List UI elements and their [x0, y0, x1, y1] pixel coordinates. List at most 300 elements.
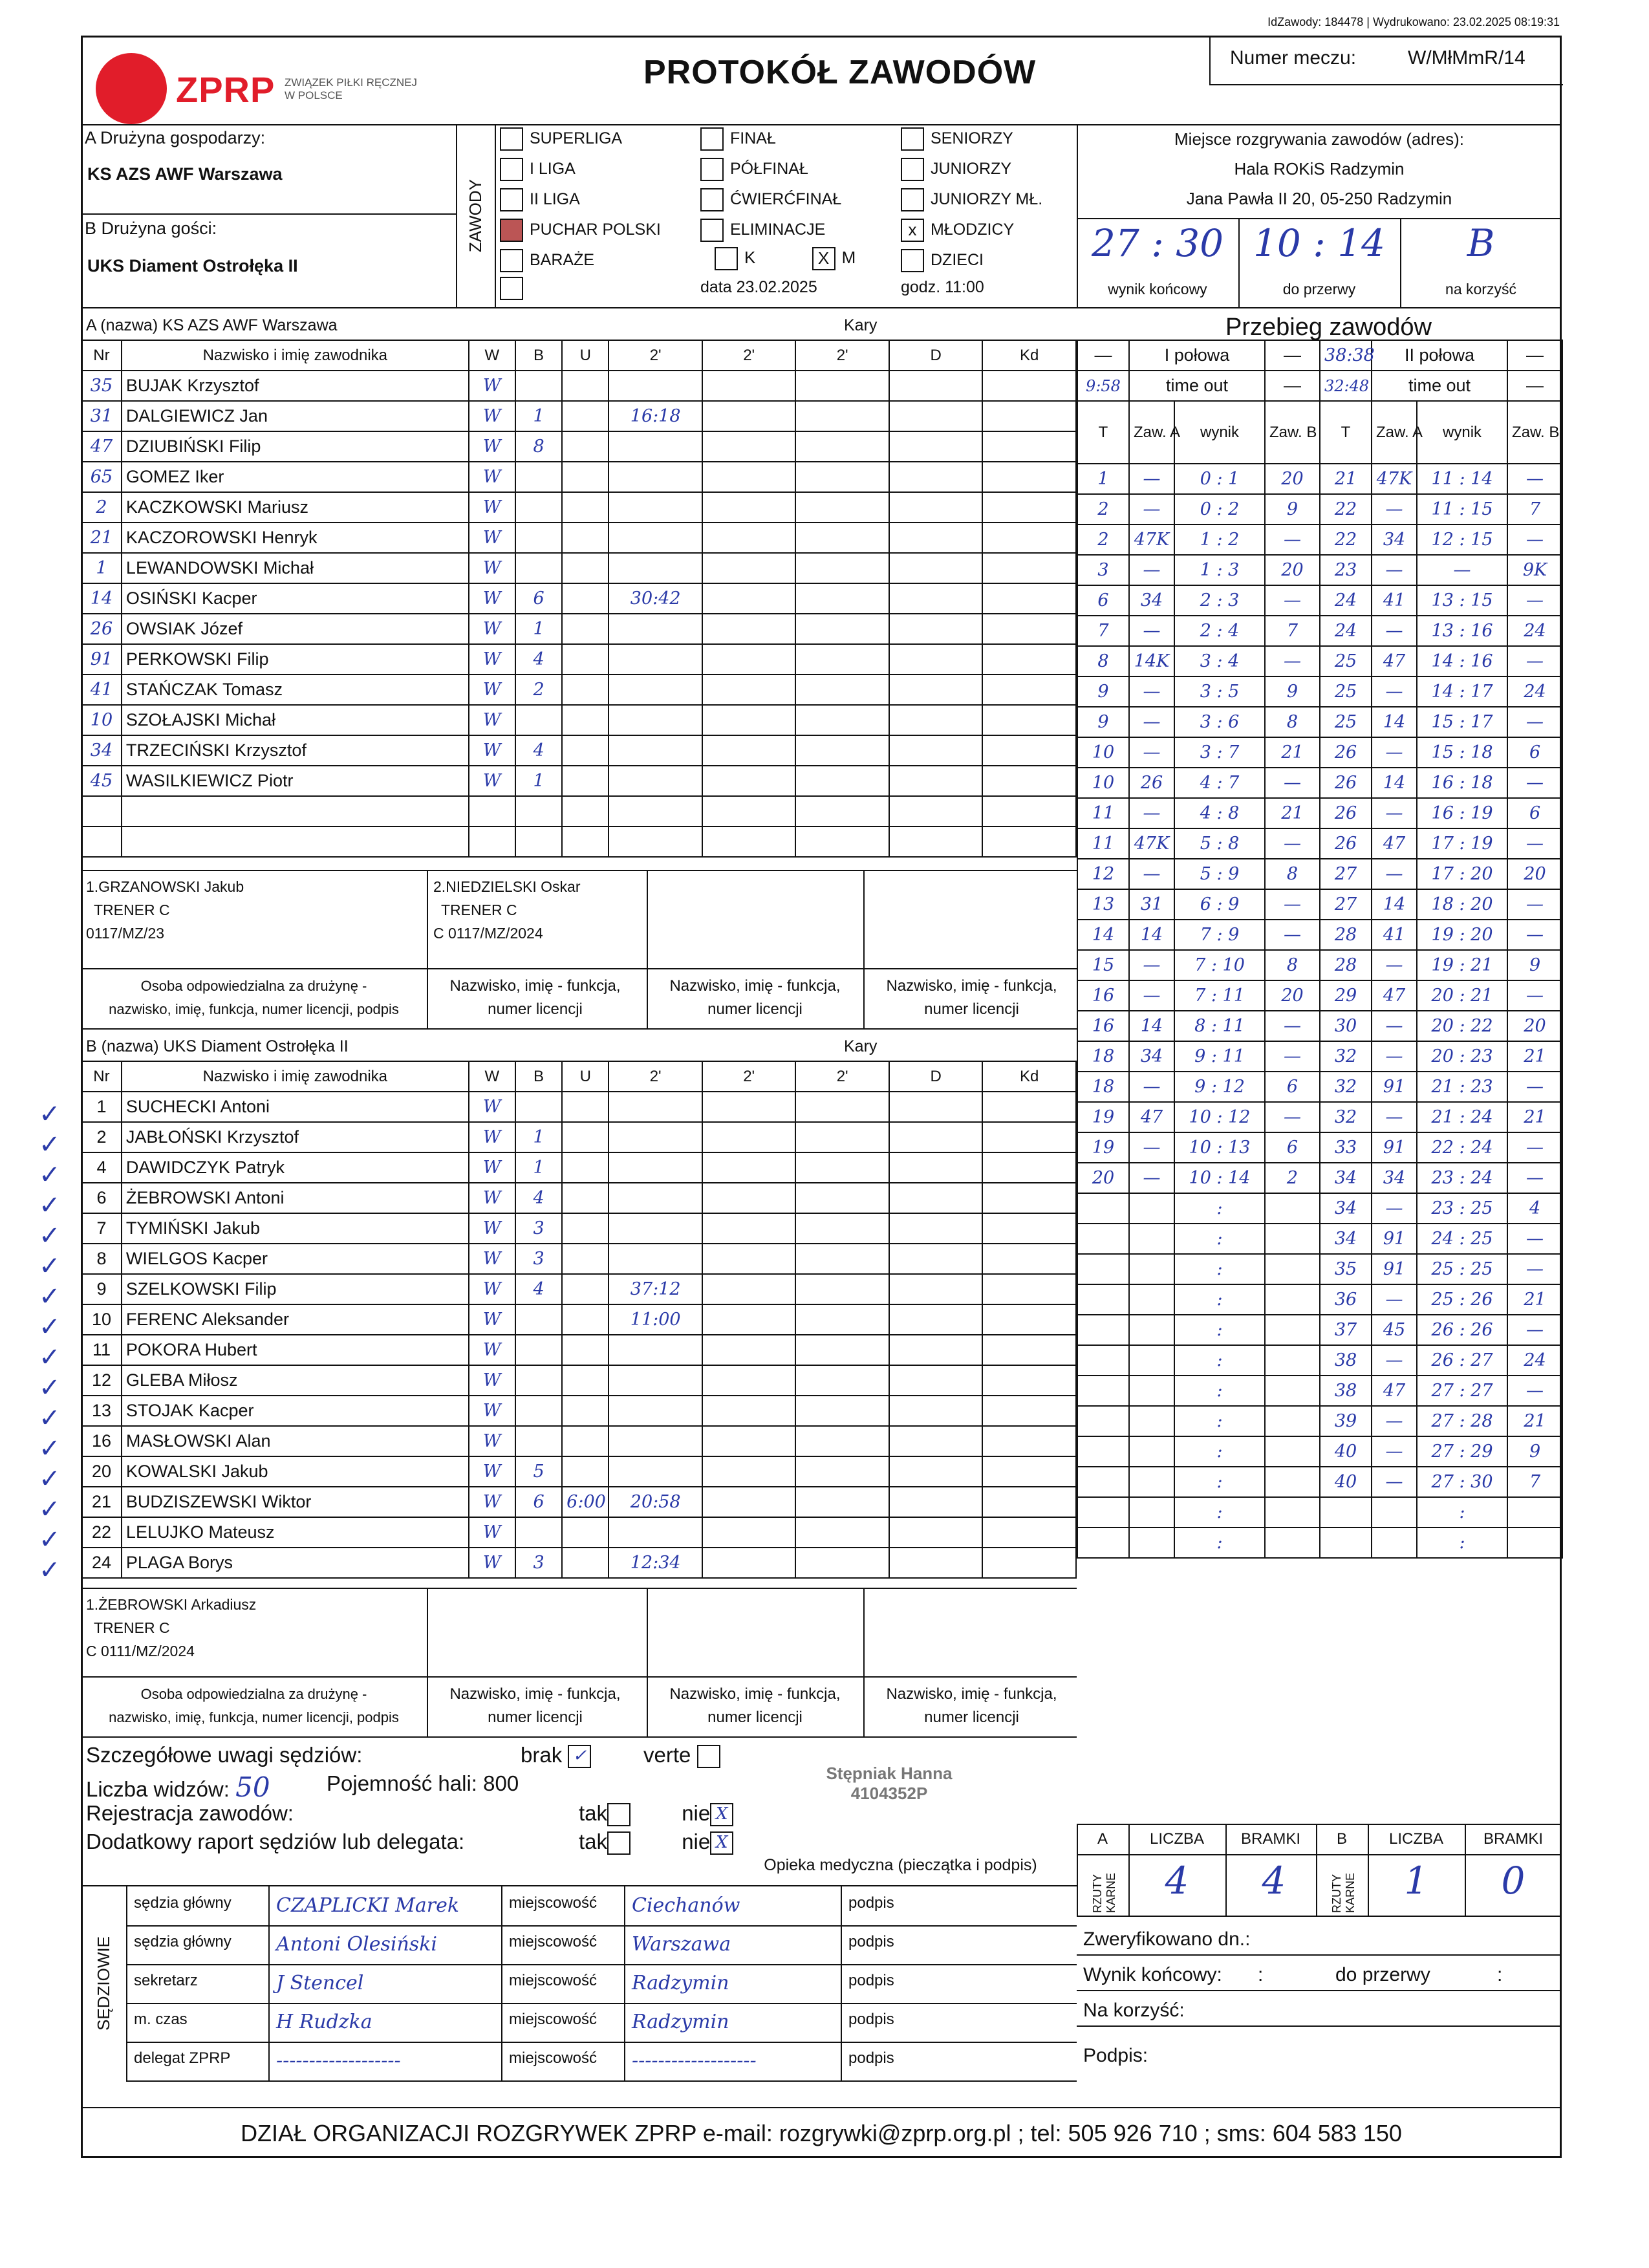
level-option[interactable]: ELIMINACJE	[700, 217, 841, 247]
suspension-time	[609, 1092, 702, 1122]
player-goals: 1	[515, 766, 562, 796]
score-row: : 36 — 25 : 26 21	[1077, 1284, 1562, 1315]
level-option[interactable]: BARAŻE	[500, 247, 661, 277]
player-name: POKORA Hubert	[122, 1335, 469, 1365]
player-goals	[515, 1517, 562, 1548]
report-checkbox[interactable]: tak nie X	[579, 1830, 740, 1855]
player-name: LELUJKO Mateusz	[122, 1517, 469, 1548]
score-row: 13 31 6 : 9 — 27 14 18 : 20 —	[1077, 889, 1562, 920]
player-w: W	[469, 1426, 515, 1456]
player-number: 21	[81, 523, 122, 553]
winner: B	[1467, 221, 1495, 265]
player-row	[81, 614, 1076, 644]
check-icon: ✓	[39, 1434, 61, 1463]
player-w: W	[469, 1365, 515, 1396]
suspension-time	[609, 675, 702, 705]
player-row	[81, 371, 1076, 401]
print-meta: IdZawody: 184478 | Wydrukowano: 23.02.2025 08:19:31	[1267, 16, 1560, 28]
suspension-time	[609, 523, 702, 553]
player-number: 1	[81, 1092, 122, 1122]
suspension-time: 12:34	[609, 1548, 702, 1578]
player-goals: 1	[515, 614, 562, 644]
score-row: 16 14 8 : 11 — 30 — 20 : 22 20	[1077, 1011, 1562, 1041]
player-goals: 2	[515, 675, 562, 705]
warning-time	[562, 1335, 609, 1365]
player-goals: 3	[515, 1213, 562, 1244]
player-goals	[515, 492, 562, 523]
player-name: STOJAK Kacper	[122, 1396, 469, 1426]
player-goals	[515, 705, 562, 735]
player-name: KACZOROWSKI Henryk	[122, 523, 469, 553]
player-w: W	[469, 1244, 515, 1274]
player-number: 1	[81, 553, 122, 583]
player-number: 91	[81, 644, 122, 675]
player-number: 4	[81, 1152, 122, 1183]
score-row: 18 — 9 : 12 6 32 91 21 : 23 —	[1077, 1072, 1562, 1102]
col-header: B	[515, 1061, 562, 1092]
player-name: DAWIDCZYK Patryk	[122, 1152, 469, 1183]
score-row: 12 — 5 : 9 8 27 — 17 : 20 20	[1077, 859, 1562, 889]
check-icon: ✓	[39, 1374, 61, 1402]
player-w: W	[469, 371, 515, 401]
score-row: : 38 — 26 : 27 24	[1077, 1345, 1562, 1376]
warning-time	[562, 675, 609, 705]
check-icon: ✓	[39, 1495, 61, 1524]
player-w: W	[469, 1152, 515, 1183]
penalty-box: A LICZBA BRAMKI B LICZBA BRAMKI RZUTY KARNE RZUTY KARNE 4 4 1 0 Zweryfikowano dn.: Wynik końcowy: Na korzyść: Podpis: : do przerwy :	[1077, 1824, 1562, 2122]
player-row	[81, 1335, 1076, 1365]
player-w: W	[469, 675, 515, 705]
score-row: : 34 91 24 : 25 —	[1077, 1224, 1562, 1254]
score-row: 10 — 3 : 7 21 26 — 15 : 18 6	[1077, 737, 1562, 768]
warning-time	[562, 1456, 609, 1487]
warning-time	[562, 766, 609, 796]
player-goals: 4	[515, 1183, 562, 1213]
player-name: MASŁOWSKI Alan	[122, 1426, 469, 1456]
match-number: W/MłMmR/14	[1408, 47, 1525, 69]
suspension-time	[609, 1183, 702, 1213]
player-row	[81, 1456, 1076, 1487]
team-b-header: B (nazwa) UKS Diament Ostrołęka II Kary	[81, 1028, 1077, 1062]
warning-time	[562, 1122, 609, 1152]
col-header: 2'	[702, 1061, 796, 1092]
referee-city: Radzymin	[632, 2011, 729, 2033]
final-score: 27 : 30	[1091, 221, 1224, 265]
referee-podpis: podpis	[848, 1972, 894, 1989]
player-name: GLEBA Miłosz	[122, 1365, 469, 1396]
score-row: 9 — 3 : 6 8 25 14 15 : 17 —	[1077, 707, 1562, 737]
col-header: D	[889, 340, 983, 371]
player-number: 10	[81, 1304, 122, 1335]
player-name: SZOŁAJSKI Michał	[122, 705, 469, 735]
suspension-time	[609, 735, 702, 766]
level-option[interactable]: x MŁODZICY	[901, 217, 1042, 247]
score-row: 18 34 9 : 11 — 32 — 20 : 23 21	[1077, 1041, 1562, 1072]
player-w: W	[469, 1122, 515, 1152]
check-icon: ✓	[39, 1252, 61, 1280]
suspension-time	[609, 1426, 702, 1456]
suspension-time	[609, 644, 702, 675]
player-row	[81, 644, 1076, 675]
col-header: Kd	[982, 340, 1076, 371]
player-goals: 1	[515, 1122, 562, 1152]
suspension-time	[609, 1213, 702, 1244]
player-name: SZELKOWSKI Filip	[122, 1274, 469, 1304]
warning-time	[562, 371, 609, 401]
referee-podpis: podpis	[848, 1933, 894, 1950]
official: 1.ŻEBROWSKI Arkadiusz TRENER C C 0111/MZ/2024	[86, 1596, 257, 1659]
player-w: W	[469, 644, 515, 675]
score-row: 14 14 7 : 9 — 28 41 19 : 20 —	[1077, 920, 1562, 950]
player-goals: 3	[515, 1244, 562, 1274]
player-row	[81, 1092, 1076, 1122]
referee-podpis: podpis	[848, 1894, 894, 1912]
score-row: 19 — 10 : 13 6 33 91 22 : 24 —	[1077, 1132, 1562, 1163]
warning-time	[562, 1517, 609, 1548]
score-row: : 34 — 23 : 25 4	[1077, 1193, 1562, 1224]
player-number: 12	[81, 1365, 122, 1396]
player-name: OSIŃSKI Kacper	[122, 583, 469, 614]
penalty-b_liczba: 1	[1404, 1859, 1428, 1903]
player-row	[81, 1517, 1076, 1548]
team-b-officials: 1.ŻEBROWSKI Arkadiusz TRENER C C 0111/MZ/2024 Osoba odpowiedzialna za drużynę - nazwisko, imię, funkcja, numer licencji, podpis Nazwisko, imię - funkcja, numer licencji Nazwisko, imię - funkcja, numer licencji Nazwisko, imię - funkcja, numer licencji	[81, 1588, 1077, 1738]
score-row: 2 47K 1 : 2 — 22 34 12 : 15 —	[1077, 524, 1562, 555]
score-row: 7 — 2 : 4 7 24 — 13 : 16 24	[1077, 616, 1562, 646]
suspension-time	[609, 766, 702, 796]
player-number: 9	[81, 1274, 122, 1304]
page-title: PROTOKÓŁ ZAWODÓW	[643, 54, 1037, 91]
referee-role: sędzia główny	[134, 1894, 232, 1912]
player-w: W	[469, 1304, 515, 1335]
player-w: W	[469, 1092, 515, 1122]
player-number: 41	[81, 675, 122, 705]
player-goals	[515, 1092, 562, 1122]
player-name: BUDZISZEWSKI Wiktor	[122, 1487, 469, 1517]
player-w: W	[469, 583, 515, 614]
suspension-time	[609, 1335, 702, 1365]
gender-selector[interactable]: K X M	[715, 247, 856, 270]
score-row: 2 — 0 : 2 9 22 — 11 : 15 7	[1077, 494, 1562, 524]
team-a-header: A (nazwa) KS AZS AWF Warszawa Kary	[81, 307, 1077, 341]
player-row	[81, 735, 1076, 766]
player-name: DALGIEWICZ Jan	[122, 401, 469, 431]
player-goals	[515, 1304, 562, 1335]
player-name: DZIUBIŃSKI Filip	[122, 431, 469, 462]
referee-city: -------------------	[632, 2049, 757, 2072]
player-w: W	[469, 1274, 515, 1304]
player-goals: 1	[515, 1152, 562, 1183]
level-option[interactable]: SUPERLIGA	[500, 125, 661, 156]
doctor-stamp: Stępniak Hanna 4104352P	[826, 1764, 953, 1803]
score-row: 1 — 0 : 1 20 21 47K 11 : 14 —	[1077, 464, 1562, 494]
suspension-time	[609, 371, 702, 401]
match-time: godz. 11:00	[901, 278, 984, 296]
player-row	[81, 766, 1076, 796]
referee-name: H Rudzka	[276, 2011, 372, 2033]
player-w: W	[469, 553, 515, 583]
warning-time	[562, 462, 609, 492]
level-option[interactable]: ĆWIERĆFINAŁ	[700, 186, 841, 217]
referee-role: sekretarz	[134, 1972, 198, 1989]
score-row: 11 47K 5 : 8 — 26 47 17 : 19 —	[1077, 828, 1562, 859]
level-option[interactable]: FINAŁ	[700, 125, 841, 156]
col-header: 2'	[702, 340, 796, 371]
penalty-a_bramki: 4	[1262, 1859, 1286, 1903]
referees-box: SĘDZIOWIE sędzia główny CZAPLICKI Marek miejscowość Ciechanów podpis sędzia główny Antoni Olesiński miejscowość Warszawa podpis sekretarz J Stencel miejscowość Radzymin podpis m. czas H Rudzka miejscowość Radzymin podpis delegat ZPRP ------------------- miejscowość ------------------- podpis	[81, 1885, 1077, 2080]
player-number: 34	[81, 735, 122, 766]
referee-podpis: podpis	[848, 2049, 894, 2067]
player-goals: 6	[515, 583, 562, 614]
check-icon: ✓	[39, 1222, 61, 1250]
registration-checkbox[interactable]: tak nie X	[579, 1801, 740, 1826]
player-goals: 1	[515, 401, 562, 431]
verte-checkbox[interactable]: verte	[643, 1743, 727, 1768]
level-option[interactable]: PÓŁFINAŁ	[700, 156, 841, 186]
referee-miejsc: miejscowość	[509, 2049, 598, 2067]
col-header: 2'	[609, 340, 702, 371]
player-name: STAŃCZAK Tomasz	[122, 675, 469, 705]
player-row	[81, 1183, 1076, 1213]
referee-miejsc: miejscowość	[509, 2011, 598, 2028]
player-goals: 6	[515, 1487, 562, 1517]
player-row	[81, 1365, 1076, 1396]
warning-time	[562, 1183, 609, 1213]
col-header: Nr	[81, 1061, 122, 1092]
player-goals	[515, 371, 562, 401]
level-option[interactable]: DZIECI	[901, 247, 1042, 277]
remarks-box: Szczegółowe uwagi sędziów: brak ✓ verte Liczba widzów: 50 Pojemność hali: 800 Rejestracja zawodów: tak nie X Dodatkowy raport sędziów lub delegata: tak nie X Stępniak Hanna 4104352P	[81, 1736, 1077, 1857]
referee-name: CZAPLICKI Marek	[276, 1894, 460, 1917]
player-row	[81, 1487, 1076, 1517]
warning-time	[562, 614, 609, 644]
player-number: 65	[81, 462, 122, 492]
col-header: Nr	[81, 340, 122, 371]
player-name: JABŁOŃSKI Krzysztof	[122, 1122, 469, 1152]
player-row	[81, 431, 1076, 462]
official: 2.NIEDZIELSKI Oskar TRENER C C 0117/MZ/2024	[433, 878, 581, 942]
player-number: 13	[81, 1396, 122, 1426]
player-name: BUJAK Krzysztof	[122, 371, 469, 401]
suspension-time	[609, 462, 702, 492]
player-w: W	[469, 1456, 515, 1487]
zprp-logo-icon	[96, 53, 167, 124]
score-row: : 40 — 27 : 29 9	[1077, 1436, 1562, 1467]
half-score: 10 : 14	[1253, 221, 1386, 265]
suspension-time	[609, 705, 702, 735]
player-row	[81, 675, 1076, 705]
teams-box	[81, 124, 457, 307]
player-number: 22	[81, 1517, 122, 1548]
score-row: 3 — 1 : 3 20 23 — — 9K	[1077, 555, 1562, 585]
player-goals	[515, 1426, 562, 1456]
check-icon: ✓	[39, 1526, 61, 1554]
level-blank-box[interactable]	[500, 277, 530, 300]
score-row: 20 — 10 : 14 2 34 34 23 : 24 —	[1077, 1163, 1562, 1193]
player-goals: 8	[515, 431, 562, 462]
team-b-name: UKS Diament Ostrołęka II	[87, 256, 298, 275]
player-goals	[515, 553, 562, 583]
warning-time	[562, 1152, 609, 1183]
check-icon: ✓	[39, 1343, 61, 1372]
player-number: 6	[81, 1183, 122, 1213]
suspension-time	[609, 431, 702, 462]
footer-contact: DZIAŁ ORGANIZACJI ROZGRYWEK ZPRP e-mail: rozgrywki@zprp.org.pl ; tel: 505 926 710 ; sms: 604 583 150	[241, 2120, 1402, 2146]
zawody-label: ZAWODY	[456, 124, 496, 307]
col-header: Kd	[982, 1061, 1076, 1092]
warning-time	[562, 1213, 609, 1244]
player-row	[81, 523, 1076, 553]
col-header: U	[562, 340, 609, 371]
match-number-label: Numer meczu:	[1230, 47, 1357, 69]
level-option[interactable]: I LIGA	[500, 156, 661, 186]
match-number-box	[1209, 36, 1563, 85]
player-number: 7	[81, 1213, 122, 1244]
check-icon: ✓	[39, 1465, 61, 1493]
match-date: data 23.02.2025	[700, 278, 817, 296]
venue-hall: Hala ROKiS Radzymin	[1234, 159, 1405, 178]
suspension-time: 11:00	[609, 1304, 702, 1335]
player-w: W	[469, 705, 515, 735]
player-row	[81, 1122, 1076, 1152]
player-number: 10	[81, 705, 122, 735]
player-w: W	[469, 401, 515, 431]
player-row	[81, 705, 1076, 735]
check-icon: ✓	[39, 1282, 61, 1311]
level-option[interactable]: JUNIORZY MŁ.	[901, 186, 1042, 217]
level-grid	[495, 124, 1078, 307]
player-name: ŻEBROWSKI Antoni	[122, 1183, 469, 1213]
player-w: W	[469, 614, 515, 644]
player-w: W	[469, 1335, 515, 1365]
player-goals: 4	[515, 644, 562, 675]
logo-text: ZPRP	[176, 69, 275, 110]
col-header: Nazwisko i imię zawodnika	[122, 340, 469, 371]
team-a-label: A Drużyna gospodarzy:	[85, 128, 266, 147]
player-w: W	[469, 1183, 515, 1213]
player-number: 8	[81, 1244, 122, 1274]
suspension-time: 37:12	[609, 1274, 702, 1304]
player-row	[81, 1426, 1076, 1456]
player-name: GOMEZ Iker	[122, 462, 469, 492]
official: 1.GRZANOWSKI Jakub TRENER C 0117/MZ/23	[86, 878, 244, 942]
col-header: U	[562, 1061, 609, 1092]
logo-subtitle: ZWIĄZEK PIŁKI RĘCZNEJ W POLSCE	[285, 76, 417, 102]
referee-miejsc: miejscowość	[509, 1972, 598, 1989]
penalty-a_liczba: 4	[1165, 1859, 1189, 1903]
player-number: 20	[81, 1456, 122, 1487]
col-header: 2'	[609, 1061, 702, 1092]
warning-time	[562, 705, 609, 735]
suspension-time	[609, 614, 702, 644]
score-row: 8 14K 3 : 4 — 25 47 14 : 16 —	[1077, 646, 1562, 676]
check-icon: ✓	[39, 1404, 61, 1432]
player-row	[81, 553, 1076, 583]
warning-time: 6:00	[562, 1487, 609, 1517]
suspension-time: 16:18	[609, 401, 702, 431]
player-name: LEWANDOWSKI Michał	[122, 553, 469, 583]
player-number: 45	[81, 766, 122, 796]
przebieg-title: Przebieg zawodów	[1077, 307, 1562, 347]
player-row	[81, 1213, 1076, 1244]
warning-time	[562, 1365, 609, 1396]
player-number: 11	[81, 1335, 122, 1365]
referee-city: Warszawa	[632, 1933, 731, 1956]
suspension-time	[609, 1456, 702, 1487]
score-row: : 38 47 27 : 27 —	[1077, 1376, 1562, 1406]
player-name: WASILKIEWICZ Piotr	[122, 766, 469, 796]
referee-miejsc: miejscowość	[509, 1894, 598, 1912]
brak-checkbox[interactable]: brak ✓	[521, 1743, 598, 1768]
player-name: OWSIAK Józef	[122, 614, 469, 644]
player-number: 16	[81, 1426, 122, 1456]
warning-time	[562, 644, 609, 675]
warning-time	[562, 1244, 609, 1274]
player-goals: 5	[515, 1456, 562, 1487]
player-row	[81, 1244, 1076, 1274]
player-goals: 4	[515, 1274, 562, 1304]
suspension-time	[609, 1517, 702, 1548]
referee-name: Antoni Olesiński	[276, 1933, 437, 1956]
player-number: 2	[81, 492, 122, 523]
team-a-name: KS AZS AWF Warszawa	[87, 164, 283, 184]
score-row: 10 26 4 : 7 — 26 14 16 : 18 —	[1077, 768, 1562, 798]
col-header: D	[889, 1061, 983, 1092]
player-w: W	[469, 1548, 515, 1578]
player-number: 47	[81, 431, 122, 462]
col-header: W	[469, 1061, 515, 1092]
level-option[interactable]: PUCHAR POLSKI	[500, 217, 661, 247]
player-w: W	[469, 1487, 515, 1517]
player-row	[81, 492, 1076, 523]
level-option[interactable]: JUNIORZY	[901, 156, 1042, 186]
player-goals	[515, 1335, 562, 1365]
level-option[interactable]: II LIGA	[500, 186, 661, 217]
player-number: 31	[81, 401, 122, 431]
referee-podpis: podpis	[848, 2011, 894, 2028]
check-icon: ✓	[39, 1556, 61, 1584]
level-option[interactable]: SENIORZY	[901, 125, 1042, 156]
player-row	[81, 1274, 1076, 1304]
player-name: KOWALSKI Jakub	[122, 1456, 469, 1487]
score-row: : 40 — 27 : 30 7	[1077, 1467, 1562, 1497]
col-header: Nazwisko i imię zawodnika	[122, 1061, 469, 1092]
player-name: PLAGA Borys	[122, 1548, 469, 1578]
score-row: 15 — 7 : 10 8 28 — 19 : 21 9	[1077, 950, 1562, 980]
warning-time	[562, 1092, 609, 1122]
warning-time	[562, 1274, 609, 1304]
spectators-count: 50	[235, 1771, 270, 1803]
player-goals	[515, 462, 562, 492]
venue-address: Jana Pawła II 20, 05-250 Radzymin	[1186, 189, 1452, 208]
player-name: TRZECIŃSKI Krzysztof	[122, 735, 469, 766]
player-row	[81, 462, 1076, 492]
player-row	[81, 583, 1076, 614]
referee-city: Radzymin	[632, 1972, 729, 1994]
player-row	[81, 1304, 1076, 1335]
suspension-time	[609, 1122, 702, 1152]
player-w: W	[469, 1213, 515, 1244]
venue-box: Miejsce rozgrywania zawodów (adres): Hala ROKiS Radzymin Jana Pawła II 20, 05-250 Radzymin 27 : 30 10 : 14 B wynik końcowy do przerwy na korzyść	[1077, 124, 1562, 307]
suspension-time	[609, 1152, 702, 1183]
warning-time	[562, 1548, 609, 1578]
warning-time	[562, 735, 609, 766]
score-row: 9 — 3 : 5 9 25 — 14 : 17 24	[1077, 676, 1562, 707]
score-row: 11 — 4 : 8 21 26 — 16 : 19 6	[1077, 798, 1562, 828]
team-a-officials: 1.GRZANOWSKI Jakub TRENER C 0117/MZ/23 2.NIEDZIELSKI Oskar TRENER C C 0117/MZ/2024 Osoba odpowiedzialna za drużynę - nazwisko, imię, funkcja, numer licencji, podpis Nazwisko, imię - funkcja, numer licencji Nazwisko, imię - funkcja, numer licencji Nazwisko, imię - funkcja, numer licencji	[81, 870, 1077, 1030]
score-row: : 37 45 26 : 26 —	[1077, 1315, 1562, 1345]
referee-name: J Stencel	[276, 1972, 364, 1994]
check-icon: ✓	[39, 1130, 61, 1159]
